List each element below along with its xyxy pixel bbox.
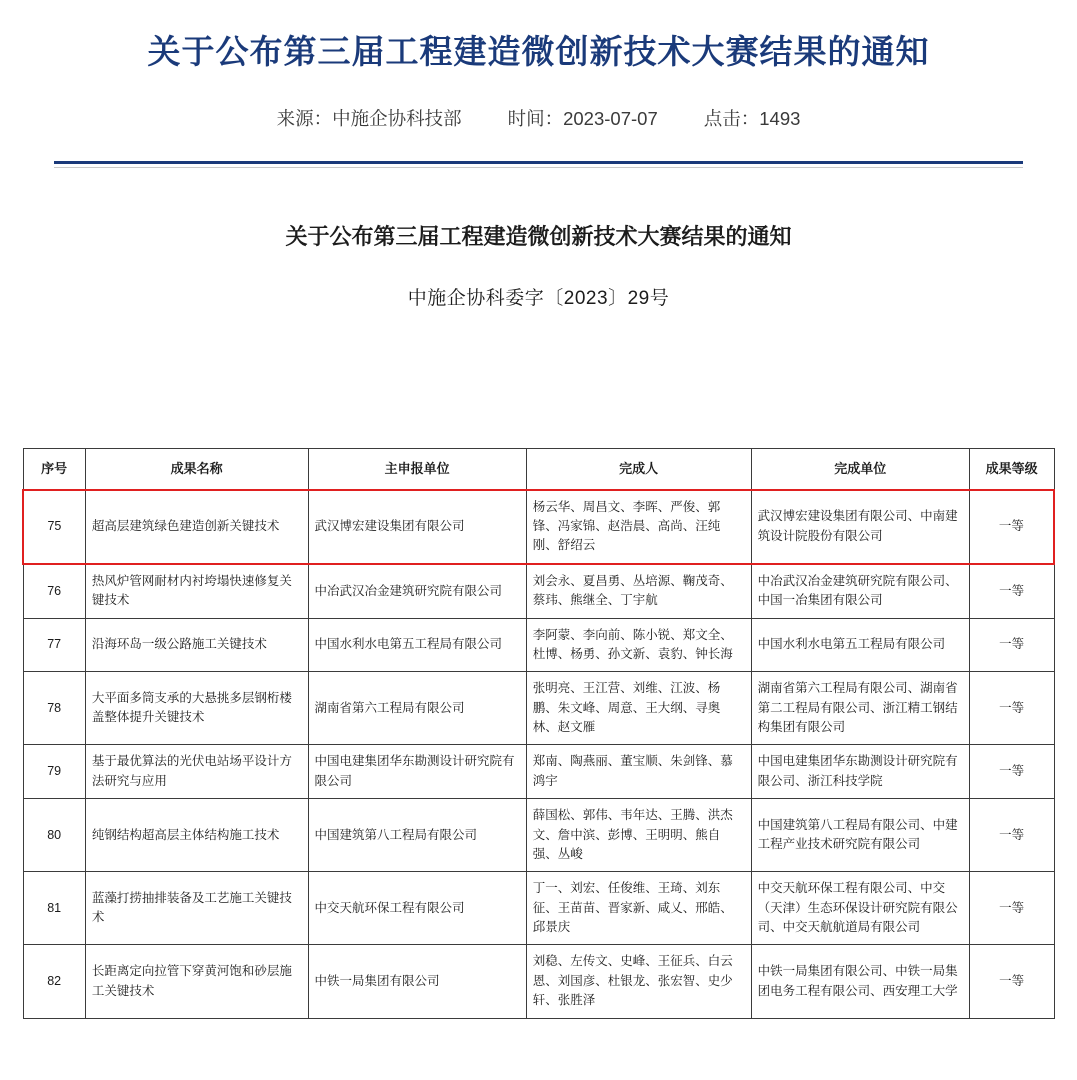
cell-unit: 中国建筑第八工程局有限公司 (308, 799, 526, 872)
cell-unit: 武汉博宏建设集团有限公司 (308, 490, 526, 564)
page-title: 关于公布第三届工程建造微创新技术大赛结果的通知 (147, 33, 930, 70)
table-header-row (23, 448, 1054, 490)
cell-org: 武汉博宏建设集团有限公司、中南建筑设计院股份有限公司 (751, 490, 969, 564)
cell-unit: 湖南省第六工程局有限公司 (308, 672, 526, 745)
cell-org: 中国建筑第八工程局有限公司、中建工程产业技术研究院有限公司 (751, 799, 969, 872)
cell-name: 大平面多筒支承的大悬挑多层钢桁楼盖整体提升关键技术 (85, 672, 308, 745)
cell-unit: 中国电建集团华东勘测设计研究院有限公司 (308, 745, 526, 799)
cell-org: 湖南省第六工程局有限公司、湖南省第二工程局有限公司、浙江精工钢结构集团有限公司 (751, 672, 969, 745)
table-row (23, 618, 1054, 672)
cell-no: 76 (23, 564, 85, 618)
results-table-wrap (22, 448, 1055, 1019)
table-row (23, 799, 1054, 872)
table-header (23, 448, 1054, 490)
meta-source (277, 105, 462, 131)
table-row (23, 672, 1054, 745)
cell-org: 中国电建集团华东勘测设计研究院有限公司、浙江科技学院 (751, 745, 969, 799)
col-header-org: 完成单位 (751, 448, 969, 490)
table-row (23, 745, 1054, 799)
cell-unit: 中铁一局集团有限公司 (308, 945, 526, 1018)
table-row (23, 872, 1054, 945)
cell-name: 纯钢结构超高层主体结构施工技术 (85, 799, 308, 872)
cell-no: 75 (23, 490, 85, 564)
cell-name: 蓝藻打捞抽排装备及工艺施工关键技术 (85, 872, 308, 945)
col-header-unit: 主申报单位 (308, 448, 526, 490)
cell-name: 热风炉管网耐材内衬垮塌快速修复关键技术 (85, 564, 308, 618)
cell-org: 中国水利水电第五工程局有限公司 (751, 618, 969, 672)
cell-grade: 一等 (969, 564, 1054, 618)
article-meta (40, 105, 1037, 131)
meta-clicks-value: 1493 (759, 107, 801, 129)
meta-source-label: 来源： (276, 107, 333, 129)
cell-grade: 一等 (969, 618, 1054, 672)
table-row (23, 564, 1054, 618)
meta-time (508, 105, 658, 131)
cell-grade: 一等 (969, 672, 1054, 745)
results-table (22, 448, 1055, 1019)
cell-unit: 中交天航环保工程有限公司 (308, 872, 526, 945)
meta-time-label: 时间： (507, 107, 564, 129)
meta-clicks-label: 点击： (703, 107, 760, 129)
divider-thick (54, 161, 1023, 164)
cell-grade: 一等 (969, 945, 1054, 1018)
cell-no: 82 (23, 945, 85, 1018)
cell-no: 79 (23, 745, 85, 799)
cell-grade: 一等 (969, 799, 1054, 872)
cell-grade: 一等 (969, 490, 1054, 564)
cell-people: 张明亮、王江营、刘维、江波、杨鹏、朱文峰、周意、王大纲、寻奥林、赵文雁 (526, 672, 751, 745)
document-title: 关于公布第三届工程建造微创新技术大赛结果的通知 (285, 223, 792, 249)
cell-people: 丁一、刘宏、任俊维、王琦、刘东征、王苗苗、晋家新、咸乂、邢皓、邱景庆 (526, 872, 751, 945)
cell-no: 81 (23, 872, 85, 945)
document-body (0, 168, 1077, 340)
cell-people: 李阿蒙、李向前、陈小锐、郑文全、杜博、杨勇、孙文新、袁豹、钟长海 (526, 618, 751, 672)
cell-people: 薛国松、郭伟、韦年达、王腾、洪杰文、詹中滨、彭博、王明明、熊自强、丛峻 (526, 799, 751, 872)
cell-name: 基于最优算法的光伏电站场平设计方法研究与应用 (85, 745, 308, 799)
cell-unit: 中国水利水电第五工程局有限公司 (308, 618, 526, 672)
table-row (23, 490, 1054, 564)
document-number: 中施企协科委字〔2023〕29号 (407, 287, 670, 309)
cell-people: 刘会永、夏昌勇、丛培源、鞠茂奇、蔡玮、熊继全、丁宇航 (526, 564, 751, 618)
cell-no: 80 (23, 799, 85, 872)
col-header-name: 成果名称 (85, 448, 308, 490)
table-body (23, 490, 1054, 1018)
cell-name: 超高层建筑绿色建造创新关键技术 (85, 490, 308, 564)
cell-org: 中冶武汉冶金建筑研究院有限公司、中国一冶集团有限公司 (751, 564, 969, 618)
cell-grade: 一等 (969, 745, 1054, 799)
cell-grade: 一等 (969, 872, 1054, 945)
col-header-no: 序号 (23, 448, 85, 490)
meta-clicks (704, 105, 801, 131)
cell-no: 78 (23, 672, 85, 745)
cell-name: 长距离定向拉管下穿黄河饱和砂层施工关键技术 (85, 945, 308, 1018)
cell-org: 中铁一局集团有限公司、中铁一局集团电务工程有限公司、西安理工大学 (751, 945, 969, 1018)
header-divider (40, 161, 1037, 168)
cell-people: 杨云华、周昌文、李晖、严俊、郭锋、冯家锦、赵浩晨、高尚、汪纯刚、舒绍云 (526, 490, 751, 564)
table-row (23, 945, 1054, 1018)
cell-no: 77 (23, 618, 85, 672)
col-header-grade: 成果等级 (969, 448, 1054, 490)
cell-name: 沿海环岛一级公路施工关键技术 (85, 618, 308, 672)
col-header-ppl: 完成人 (526, 448, 751, 490)
article-header (0, 0, 1077, 168)
meta-time-value: 2023-07-07 (563, 107, 658, 129)
cell-unit: 中冶武汉冶金建筑研究院有限公司 (308, 564, 526, 618)
cell-people: 刘稳、左传文、史峰、王征兵、白云恩、刘国彦、杜银龙、张宏智、史少轩、张胜泽 (526, 945, 751, 1018)
cell-org: 中交天航环保工程有限公司、中交（天津）生态环保设计研究院有限公司、中交天航航道局有限公司 (751, 872, 969, 945)
cell-people: 郑南、陶燕丽、董宝顺、朱剑锋、慕鸿宇 (526, 745, 751, 799)
meta-source-value: 中施企协科技部 (332, 107, 462, 129)
